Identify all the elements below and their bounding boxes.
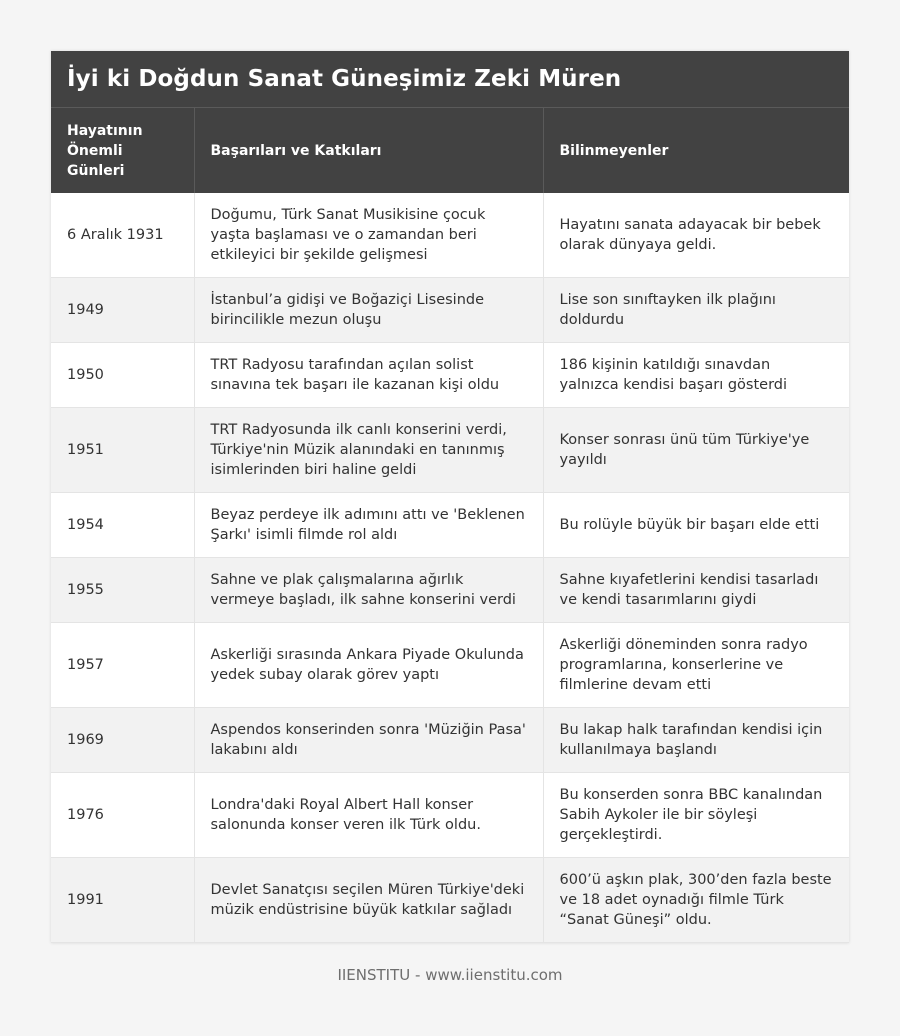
table-row bbox=[51, 558, 849, 623]
date-cell: 1954 bbox=[51, 493, 194, 558]
header-row bbox=[51, 108, 849, 193]
unknown-cell: Bu lakap halk tarafından kendisi için kullanılmaya başlandı bbox=[543, 708, 849, 773]
footer-credit: IIENSTITU - www.iienstitu.com bbox=[337, 966, 563, 984]
column-header-achievements: Başarıları ve Katkıları bbox=[194, 108, 543, 193]
achievement-cell: Devlet Sanatçısı seçilen Müren Türkiye'deki müzik endüstrisine büyük katkılar sağladı bbox=[194, 858, 543, 943]
date-cell: 1950 bbox=[51, 343, 194, 408]
date-cell: 1957 bbox=[51, 623, 194, 708]
date-cell: 1949 bbox=[51, 278, 194, 343]
table-row bbox=[51, 708, 849, 773]
date-cell: 1976 bbox=[51, 773, 194, 858]
achievement-cell: Aspendos konserinden sonra 'Müziğin Pasa' lakabını aldı bbox=[194, 708, 543, 773]
achievement-cell: Sahne ve plak çalışmalarına ağırlık vermeye başladı, ilk sahne konserini verdi bbox=[194, 558, 543, 623]
achievement-cell: TRT Radyosu tarafından açılan solist sınavına tek başarı ile kazanan kişi oldu bbox=[194, 343, 543, 408]
table-row bbox=[51, 343, 849, 408]
unknown-cell: 186 kişinin katıldığı sınavdan yalnızca kendisi başarı gösterdi bbox=[543, 343, 849, 408]
achievement-cell: İstanbul’a gidişi ve Boğaziçi Lisesinde birincilikle mezun oluşu bbox=[194, 278, 543, 343]
achievement-cell: Londra'daki Royal Albert Hall konser salonunda konser veren ilk Türk oldu. bbox=[194, 773, 543, 858]
table-row bbox=[51, 193, 849, 278]
unknown-cell: Bu konserden sonra BBC kanalından Sabih Aykoler ile bir söyleşi gerçekleştirdi. bbox=[543, 773, 849, 858]
date-cell: 6 Aralık 1931 bbox=[51, 193, 194, 278]
table-row bbox=[51, 623, 849, 708]
table-row bbox=[51, 858, 849, 943]
table-row bbox=[51, 773, 849, 858]
unknown-cell: Bu rolüyle büyük bir başarı elde etti bbox=[543, 493, 849, 558]
column-header-dates: Hayatının Önemli Günleri bbox=[51, 108, 194, 193]
date-cell: 1951 bbox=[51, 408, 194, 493]
unknown-cell: Sahne kıyafetlerini kendisi tasarladı ve kendi tasarımlarını giydi bbox=[543, 558, 849, 623]
unknown-cell: Konser sonrası ünü tüm Türkiye'ye yayıldı bbox=[543, 408, 849, 493]
achievement-cell: Askerliği sırasında Ankara Piyade Okulunda yedek subay olarak görev yaptı bbox=[194, 623, 543, 708]
table-row bbox=[51, 278, 849, 343]
unknown-cell: Lise son sınıftayken ilk plağını doldurdu bbox=[543, 278, 849, 343]
table-row bbox=[51, 493, 849, 558]
achievement-cell: Beyaz perdeye ilk adımını attı ve 'Beklenen Şarkı' isimli filmde rol aldı bbox=[194, 493, 543, 558]
unknown-cell: 600’ü aşkın plak, 300’den fazla beste ve 18 adet oynadığı filmle Türk “Sanat Güneşi” oldu. bbox=[543, 858, 849, 943]
achievement-cell: TRT Radyosunda ilk canlı konserini verdi, Türkiye'nin Müzik alanındaki en tanınmış isimlerinden biri haline geldi bbox=[194, 408, 543, 493]
page-title: İyi ki Doğdun Sanat Güneşimiz Zeki Müren bbox=[67, 66, 622, 92]
unknown-cell: Hayatını sanata adayacak bir bebek olarak dünyaya geldi. bbox=[543, 193, 849, 278]
table-row bbox=[51, 408, 849, 493]
column-header-unknowns: Bilinmeyenler bbox=[543, 108, 849, 193]
timeline-table bbox=[51, 108, 849, 943]
date-cell: 1955 bbox=[51, 558, 194, 623]
achievement-cell: Doğumu, Türk Sanat Musikisine çocuk yaşta başlaması ve o zamandan beri etkileyici bir şekilde gelişmesi bbox=[194, 193, 543, 278]
unknown-cell: Askerliği döneminden sonra radyo programlarına, konserlerine ve filmlerine devam etti bbox=[543, 623, 849, 708]
timeline-card bbox=[51, 51, 849, 943]
title-bar bbox=[51, 51, 849, 108]
date-cell: 1969 bbox=[51, 708, 194, 773]
date-cell: 1991 bbox=[51, 858, 194, 943]
